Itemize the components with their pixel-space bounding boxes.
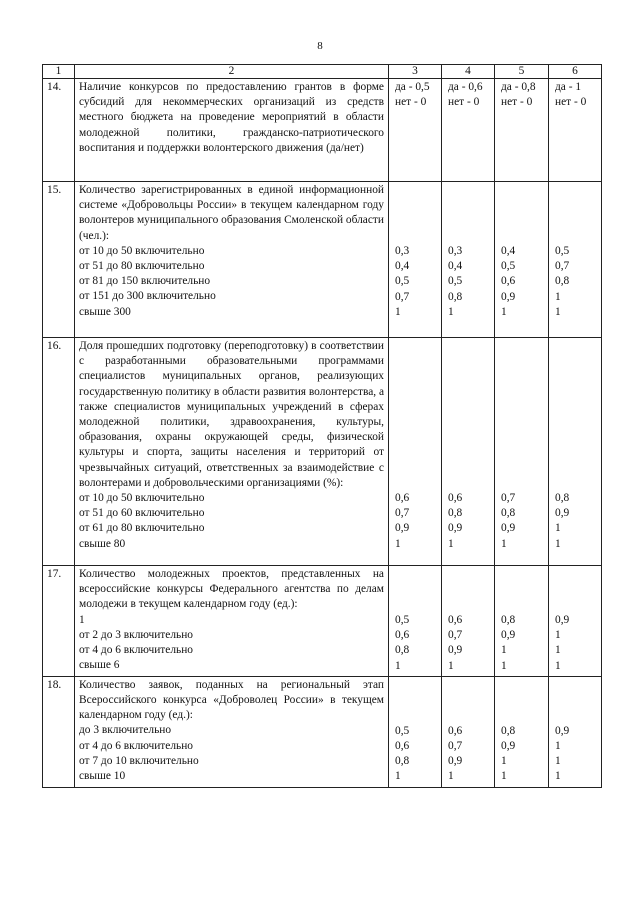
option-label: от 2 до 3 включительно — [79, 628, 193, 641]
score-value: да - 0,5 — [395, 81, 430, 93]
option-label: до 3 включительно — [79, 724, 172, 737]
option-label: от 151 до 300 включительно — [79, 290, 216, 303]
score-value: 1 — [555, 629, 561, 642]
spacer — [446, 183, 490, 244]
description-text: Доля прошедших подготовку (переподготовку) в соответствии с разработанными образовательными программами специалистов муниципальных органов, реализующих государственную политику в области развития волонтерства, а также специалистов муниципальных учреждений в сферах молодежной политики, здравоохранения, культуры, образования, охраны окружающей среды, физической культуры и спорта, защиты населения и территорий от чрезвычайных ситуаций, ответственных за взаимодействие с волонтерами и добровольческими организациями (%): — [79, 340, 385, 489]
row-number: 15. — [43, 182, 75, 338]
header-cell: 3 — [389, 65, 442, 79]
header-cell: 6 — [549, 65, 602, 79]
score-value: 1 — [501, 644, 507, 657]
score-value: 1 — [395, 770, 401, 783]
table-row — [43, 676, 602, 787]
option-label: от 51 до 80 включительно — [79, 260, 205, 273]
score-value: 0,9 — [501, 290, 516, 303]
score-value: 0,9 — [395, 522, 410, 535]
row-number: 14. — [43, 79, 75, 182]
score-cell — [495, 79, 549, 182]
score-value: 0,3 — [448, 245, 463, 257]
option-label: от 4 до 6 включительно — [79, 644, 193, 657]
score-value: 1 — [501, 770, 507, 783]
score-value: 0,8 — [555, 275, 570, 288]
description-text: Количество заявок, поданных на региональный этап Всероссийского конкурса «Доброволец России» в текущем календарном году (ед.): — [79, 678, 384, 722]
score-value: 1 — [555, 770, 561, 783]
score-value: 1 — [555, 290, 561, 303]
header-cell: 4 — [442, 65, 495, 79]
option-label: от 4 до 6 включительно — [79, 739, 193, 752]
score-value: 0,5 — [395, 724, 410, 737]
score-value: нет - 0 — [395, 96, 427, 109]
score-cell — [495, 566, 549, 677]
spacer — [553, 678, 597, 724]
score-value: да - 0,6 — [448, 81, 483, 93]
score-cell — [495, 182, 549, 338]
score-cell — [549, 676, 602, 787]
score-value: 0,5 — [448, 275, 463, 288]
score-value: да - 1 — [555, 81, 582, 93]
score-value: 0,7 — [555, 260, 570, 273]
score-value: 1 — [501, 305, 507, 318]
spacer — [499, 183, 544, 244]
score-cell — [389, 676, 442, 787]
score-cell — [389, 182, 442, 338]
score-cell — [495, 338, 549, 566]
score-value: нет - 0 — [501, 96, 533, 109]
score-value: 0,4 — [448, 260, 463, 273]
spacer — [393, 339, 437, 491]
spacer — [446, 567, 490, 613]
score-cell — [442, 338, 495, 566]
table-row — [43, 182, 602, 338]
spacer — [553, 567, 597, 613]
score-value: 1 — [501, 537, 507, 550]
option-label: от 81 до 150 включительно — [79, 275, 211, 288]
score-cell — [442, 79, 495, 182]
score-value: нет - 0 — [555, 96, 587, 109]
table-row — [43, 566, 602, 677]
score-value: 0,5 — [395, 614, 410, 626]
row-description — [75, 566, 389, 677]
spacer — [499, 339, 544, 491]
option-label: 1 — [79, 613, 85, 626]
score-value: 0,9 — [448, 522, 463, 535]
row-description — [75, 79, 389, 182]
score-value: 0,7 — [448, 740, 463, 753]
score-value: 0,6 — [448, 724, 463, 737]
score-value: 1 — [448, 770, 454, 783]
row-description — [75, 676, 389, 787]
score-value: 1 — [555, 755, 561, 768]
header-cell: 1 — [43, 65, 75, 79]
score-value: 0,9 — [555, 724, 570, 737]
score-value: 0,8 — [395, 644, 410, 657]
score-value: 0,4 — [395, 260, 410, 273]
score-cell — [442, 182, 495, 338]
spacer — [553, 183, 597, 244]
description-text: Количество зарегистрированных в единой информационной системе «Добровольцы России» в текущем календарном году волонтеров муниципального образования Смоленской области (чел.): — [79, 184, 384, 242]
score-value: 1 — [448, 659, 454, 672]
score-value: 1 — [501, 659, 507, 672]
score-value: 0,5 — [395, 275, 410, 288]
row-number: 18. — [43, 676, 75, 787]
option-label: свыше 80 — [79, 537, 126, 550]
header-row — [43, 65, 602, 79]
score-value: 0,6 — [395, 629, 410, 642]
spacer — [446, 339, 490, 491]
score-value: 0,7 — [448, 629, 463, 642]
score-value: 0,9 — [501, 740, 516, 753]
option-label: от 61 до 80 включительно — [79, 522, 205, 535]
score-value: 1 — [555, 305, 561, 318]
spacer — [393, 183, 437, 244]
score-cell — [442, 566, 495, 677]
score-value: 0,6 — [448, 614, 463, 626]
spacer — [553, 339, 597, 491]
score-value: 1 — [555, 537, 561, 550]
criteria-table — [42, 64, 602, 788]
score-value: 0,4 — [501, 245, 516, 257]
score-value: 0,7 — [395, 507, 410, 520]
score-value: 1 — [555, 659, 561, 672]
option-label: свыше 6 — [79, 659, 120, 672]
score-value: 0,9 — [555, 507, 570, 520]
score-value: 1 — [555, 522, 561, 535]
score-value: да - 0,8 — [501, 81, 536, 93]
score-value: 1 — [395, 659, 401, 672]
score-value: 0,8 — [448, 507, 463, 520]
score-cell — [549, 79, 602, 182]
option-label: свыше 300 — [79, 305, 131, 318]
spacer — [499, 567, 544, 613]
score-value: 1 — [555, 740, 561, 753]
score-value: 0,9 — [448, 755, 463, 768]
row-number: 16. — [43, 338, 75, 566]
spacer — [393, 678, 437, 724]
score-value: 1 — [395, 305, 401, 318]
score-value: 0,6 — [395, 740, 410, 753]
option-label: свыше 10 — [79, 770, 126, 783]
row-number: 17. — [43, 566, 75, 677]
score-value: нет - 0 — [448, 96, 480, 109]
score-value: 0,6 — [501, 275, 516, 288]
spacer — [446, 678, 490, 724]
score-cell — [389, 338, 442, 566]
score-value: 1 — [555, 644, 561, 657]
score-value: 0,8 — [501, 614, 516, 626]
page-number: 8 — [317, 40, 323, 52]
option-label: от 10 до 50 включительно — [79, 492, 205, 505]
score-cell — [549, 182, 602, 338]
option-label: от 7 до 10 включительно — [79, 754, 199, 767]
score-value: 0,7 — [501, 492, 516, 504]
header-cell: 2 — [75, 65, 389, 79]
score-value: 0,9 — [555, 614, 570, 626]
score-cell — [495, 676, 549, 787]
spacer — [393, 567, 437, 613]
score-cell — [389, 79, 442, 182]
score-value: 0,5 — [555, 245, 570, 257]
score-cell — [549, 566, 602, 677]
score-cell — [442, 676, 495, 787]
table-row — [43, 79, 602, 182]
score-cell — [549, 338, 602, 566]
score-value: 0,7 — [395, 290, 410, 303]
score-value: 0,9 — [448, 644, 463, 657]
option-label: от 10 до 50 включительно — [79, 244, 205, 257]
score-value: 0,5 — [501, 260, 516, 273]
score-cell — [389, 566, 442, 677]
score-value: 0,6 — [448, 492, 463, 504]
description-text: Наличие конкурсов по предоставлению грантов в форме субсидий для некоммерческих организаций из средств местного бюджета на проведение мероприятий в области молодежной политики, гражданско-патриотического воспитания и поддержки волонтерского движения (да/нет) — [79, 81, 384, 154]
score-value: 1 — [395, 537, 401, 550]
score-value: 0,8 — [501, 507, 516, 520]
score-value: 0,8 — [555, 492, 570, 504]
row-description — [75, 182, 389, 338]
score-value: 1 — [501, 755, 507, 768]
score-value: 0,3 — [395, 245, 410, 257]
row-description — [75, 338, 389, 566]
table-row — [43, 338, 602, 566]
score-value: 0,9 — [501, 522, 516, 535]
score-value: 0,9 — [501, 629, 516, 642]
spacer — [499, 678, 544, 724]
header-cell: 5 — [495, 65, 549, 79]
score-value: 1 — [448, 305, 454, 318]
score-value: 0,6 — [395, 492, 410, 504]
description-text: Количество молодежных проектов, представленных на всероссийские конкурсы Федерального агентства по делам молодежи в текущем календарном году (ед.): — [79, 568, 384, 611]
score-value: 0,8 — [448, 290, 463, 303]
option-label: от 51 до 60 включительно — [79, 507, 205, 520]
score-value: 1 — [448, 537, 454, 550]
score-value: 0,8 — [395, 755, 410, 768]
score-value: 0,8 — [501, 724, 516, 737]
